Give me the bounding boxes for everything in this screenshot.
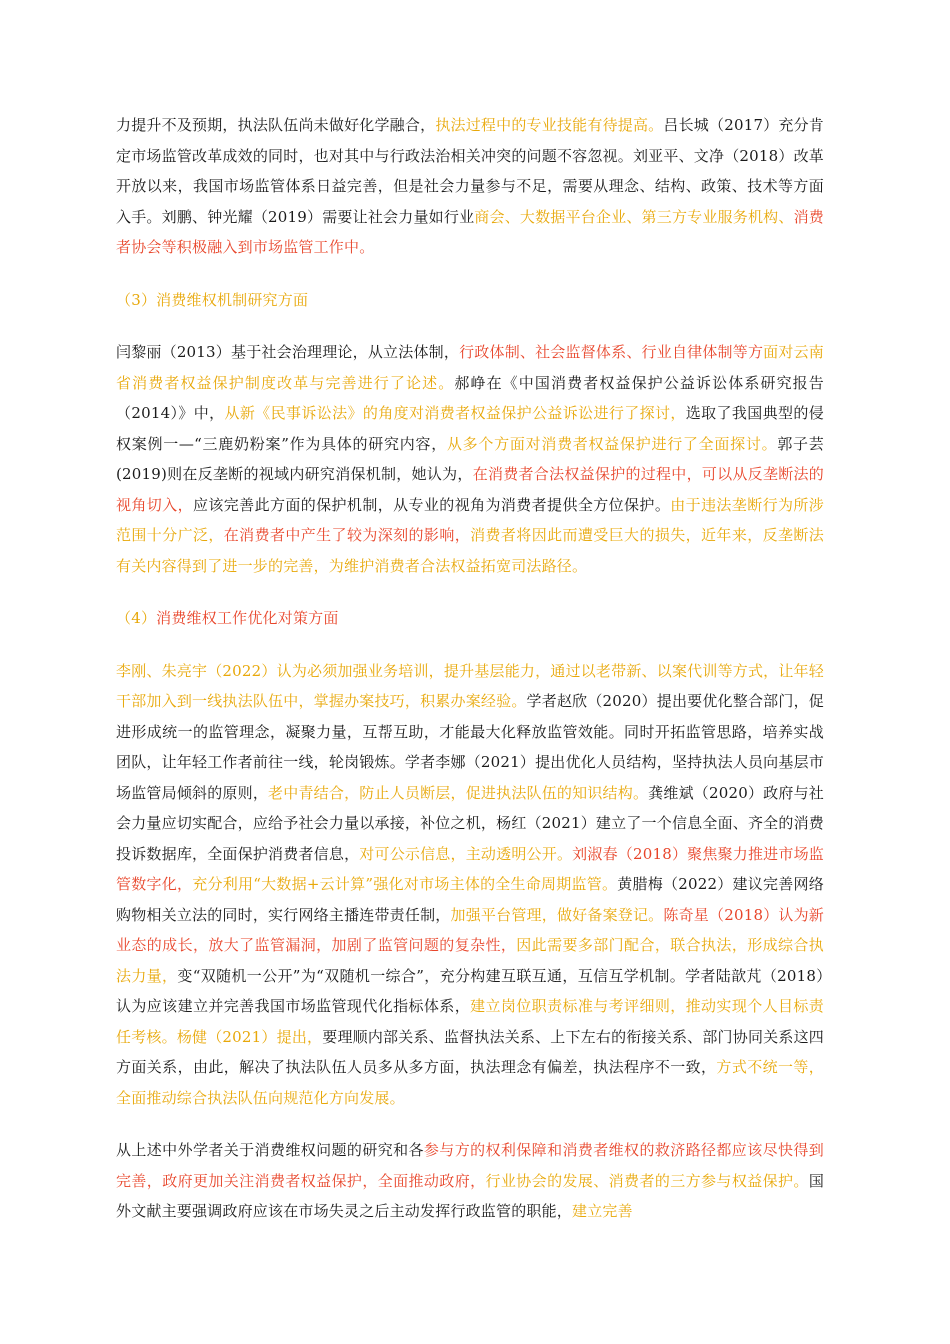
text-segment: 应该完善此方面的保护机制，从专业的视角为消费者提供全方位保护。 <box>192 495 671 514</box>
text-segment: 郝峥在《中国消费者权益保护公益诉讼体系研究报告（2014）》中， <box>116 373 824 422</box>
highlighted-text: 建立完善 <box>572 1202 633 1220</box>
highlighted-text: 执法过程中的专业技能有待提高。 <box>435 116 664 134</box>
highlighted-text: 因此需要多部门配合，联合执法，形成综合执法力量， <box>116 936 824 985</box>
highlighted-text: 老中青结合，防止人员断层，促进执法队伍的知识结构。 <box>268 783 649 802</box>
highlighted-text: 行业协会的发展、消费者的三方参与权益保护。 <box>485 1171 809 1190</box>
heading-text: 消费维权工作优化对策方面 <box>156 609 339 627</box>
highlighted-text: 消费者将因此而遭受巨大的损失，近年来，反垄断法有关内容得到了进一步的完善，为维护消费者合法权益拓宽司法路径。 <box>116 526 825 575</box>
text-segment: 闫黎丽（2013）基于社会治理理论，从立法体制， <box>116 343 460 361</box>
highlighted-text: 行政体制、社会监督体系、行业自律体制等方 <box>459 343 764 361</box>
highlighted-text: 商会、大数据平台企业、第三方专业服务机构、 <box>474 207 794 226</box>
highlighted-text: 由于违法垄断行为所涉范围十分广泛， <box>116 495 824 544</box>
highlighted-text: 从多个方面对消费者权益保护进行了全面探讨。 <box>446 434 778 453</box>
paragraph-market-supervision-literature <box>116 110 824 263</box>
text-segment: 要理顺内部关系、监督执法关系、上下左右的衔接关系、部门协同关系这四方面关系，由此，解决了执法队伍人员多从多方面，执法理念有偏差，执法程序不一致， <box>116 1027 824 1076</box>
text-segment: 龚维斌（2020）政府与社会力量应切实配合，应给予社会力量以承接，补位之机，杨红（2021）建立了一个信息全面、齐全的消费投诉数据库，全面保护消费者信息， <box>116 783 824 863</box>
heading-text: （3）消费维权机制研究方面 <box>116 290 309 309</box>
highlighted-text: 充分利用“大数据+云计算”强化对市场主体的全生命周期监管。 <box>192 875 618 893</box>
text-segment: 从上述中外学者关于消费维权问题的研究和各 <box>116 1141 424 1159</box>
highlighted-text: 加强平台管理，做好备案登记。 <box>450 905 664 924</box>
text-segment: 力提升不及预期，执法队伍尚未做好化学融合， <box>116 116 436 134</box>
highlighted-text: 方式不统一等，全面推动综合执法队伍向规范化方向发展。 <box>116 1058 824 1107</box>
highlighted-text: 对可公示信息，主动透明公开。 <box>359 844 573 863</box>
section-heading-4 <box>116 603 824 634</box>
highlighted-text: 参与方的权利保障和消费者维权的救济路径都应该尽快得到完善， <box>116 1141 824 1190</box>
highlighted-text: 消费者协会等积极融入到市场监管工作中。 <box>116 207 824 256</box>
highlighted-text: 政府更加关注消费者权益保护，全面推动政府， <box>162 1171 486 1190</box>
text-segment: 国外文献主要强调政府应该在市场失灵之后主动发挥行政监管的职能， <box>116 1171 825 1220</box>
paragraph-consumer-rights-mechanism <box>116 337 824 581</box>
text-segment: 变“双随机一公开”为“双随机一综合”，充分构建互联互通，互信互学机制。学者陆歆芃（2018）认为应该建立并完善我国市场监管现代化指标体系， <box>116 966 824 1015</box>
highlighted-text: 李刚、朱亮宇（2022）认为必须加强业务培训，提升基层能力，通过以老带新、以案代训等方式，让年轻干部加入到一线执法队伍中，掌握办案技巧，积累办案经验。 <box>116 661 824 710</box>
heading-number: （4） <box>116 609 157 627</box>
highlighted-text: 在消费者中产生了较为深刻的影响， <box>223 526 471 544</box>
document-page <box>116 110 824 1249</box>
text-segment: 郭子芸(2019)则在反垄断的视域内研究消保机制，她认为， <box>116 434 824 483</box>
highlighted-text: 面对云南省消费者权益保护制度改革与完善进行了论述。 <box>116 343 824 392</box>
paragraph-summary <box>116 1135 824 1227</box>
text-segment: 黄腊梅（2022）建议完善网络购物相关立法的同时，实行网络主播连带责任制， <box>116 875 824 924</box>
section-heading-3 <box>116 285 824 316</box>
highlighted-text: 建立岗位职责标准与考评细则，推动实现个人目标责任考核。杨健（2021）提出， <box>116 997 824 1046</box>
text-segment: 学者赵欣（2020）提出要优化整合部门，促进形成统一的监管理念，凝聚力量，互帮互助，才能最大化释放监管效能。同时开拓监管思路，培养实战团队，让年轻工作者前往一线，轮岗锻炼。学者李娜（2021）提出优化人员结构，坚持执法人员向基层市场监管局倾斜的原则， <box>116 692 824 802</box>
highlighted-text: 从新《民事诉讼法》的角度对消费者权益保护公益诉讼进行了探讨， <box>224 404 686 422</box>
highlighted-text: 在消费者合法权益保护的过程中，可以从反垄断法的视角切入， <box>116 465 824 514</box>
highlighted-text: 刘淑春（2018）聚焦聚力推进市场监管数字化， <box>116 844 824 893</box>
text-segment: 选取了我国典型的侵权案例一—“三鹿奶粉案”作为具体的研究内容， <box>116 404 824 453</box>
paragraph-optimization-countermeasures <box>116 656 824 1114</box>
text-segment: 吕长城（2017）充分肯定市场监管改革成效的同时，也对其中与行政法治相关冲突的问题不容忽视。刘亚平、文净（2018）改革开放以来，我国市场监管体系日益完善，但是社会力量参与不足，需要从理念、结构、政策、技术等方面入手。刘鹏、钟光耀（2019）需要让社会力量如行业 <box>116 116 825 226</box>
highlighted-text: 陈奇星（2018）认为新业态的成长，放大了监管漏洞，加剧了监管问题的复杂性， <box>116 905 825 954</box>
